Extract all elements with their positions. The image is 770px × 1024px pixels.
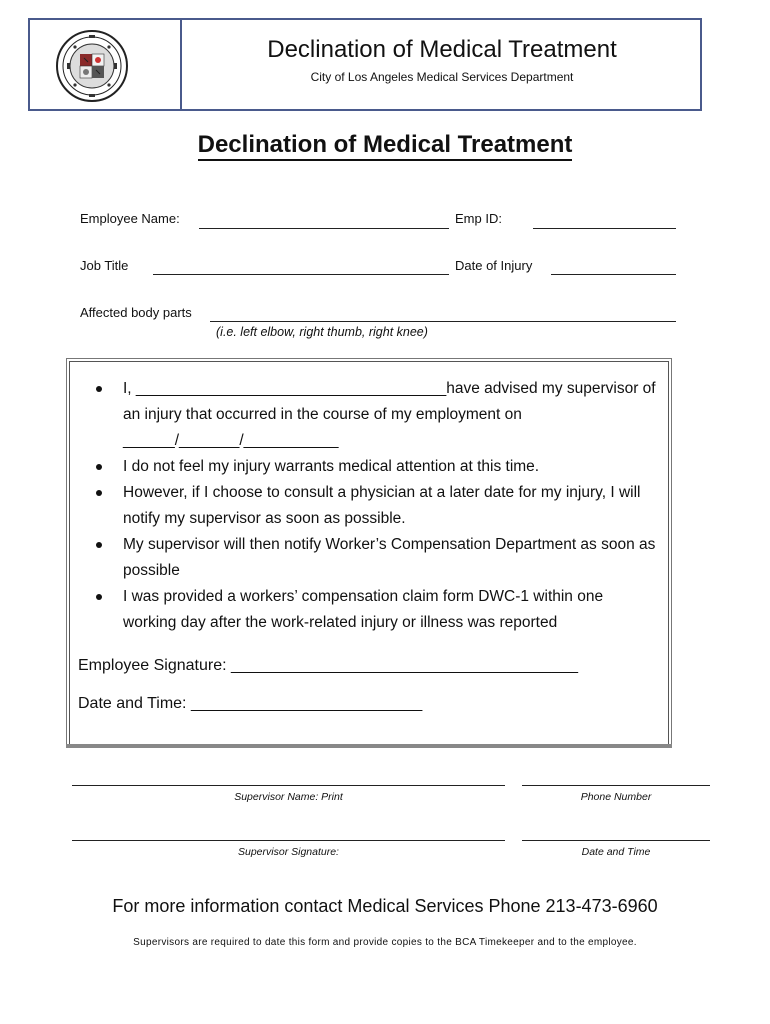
employee-name-label: Employee Name: — [80, 211, 180, 226]
job-title-label: Job Title — [80, 258, 129, 273]
supervisor-date-time-caption: Date and Time — [581, 846, 651, 858]
declaration-list — [96, 376, 656, 636]
bullet-icon — [96, 386, 102, 392]
supervisor-name-caption: Supervisor Name: Print — [234, 791, 343, 803]
date-and-time-field[interactable]: Date and Time: __________________________ — [78, 695, 423, 712]
emp-id-label: Emp ID: — [455, 211, 502, 226]
declaration-item: However, if I choose to consult a physician at a later date for my injury, I will notify my supervisor as soon as possible. — [96, 480, 656, 532]
declaration-item: I, ____________________________________have advised my supervisor of an injury that occurred in the course of my employment on ______/_______/___________ — [96, 376, 656, 454]
employee-signature-field[interactable]: Employee Signature: _______________________________________ — [78, 657, 579, 674]
date-of-injury-field[interactable] — [551, 274, 676, 275]
header-title: Declination of Medical Treatment — [267, 36, 617, 63]
supervisor-signature-field[interactable] — [72, 840, 505, 841]
footer-note: Supervisors are required to date this form and provide copies to the BCA Timekeeper and to the employee. — [133, 937, 637, 948]
phone-number-caption: Phone Number — [580, 791, 652, 803]
header-subtitle: City of Los Angeles Medical Services Department — [310, 70, 574, 84]
date-of-injury-label: Date of Injury — [455, 258, 533, 273]
emp-id-field[interactable] — [533, 228, 676, 229]
form-title: Declination of Medical Treatment — [0, 131, 770, 159]
header-divider — [180, 20, 182, 109]
bullet-icon — [96, 594, 102, 600]
declaration-item: My supervisor will then notify Worker’s Compensation Department as soon as possible — [96, 532, 656, 584]
affected-body-parts-field[interactable] — [210, 321, 676, 322]
supervisor-name-field[interactable] — [72, 785, 505, 786]
employee-name-field[interactable] — [199, 228, 449, 229]
declaration-item: I was provided a workers’ compensation claim form DWC-1 within one working day after the work-related injury or illness was reported — [96, 584, 656, 636]
city-seal-icon — [56, 30, 128, 102]
supervisor-signature-caption: Supervisor Signature: — [238, 846, 339, 858]
supervisor-date-time-field[interactable] — [522, 840, 710, 841]
declaration-item: I do not feel my injury warrants medical attention at this time. — [96, 454, 656, 480]
declaration-box-shadow — [66, 744, 672, 748]
phone-number-field[interactable] — [522, 785, 710, 786]
footer-contact-info: For more information contact Medical Services Phone 213-473-6960 — [112, 896, 658, 916]
job-title-field[interactable] — [153, 274, 449, 275]
bullet-icon — [96, 464, 102, 470]
bullet-icon — [96, 542, 102, 548]
header-box — [28, 18, 702, 111]
body-parts-hint: (i.e. left elbow, right thumb, right knee) — [216, 325, 428, 339]
bullet-icon — [96, 490, 102, 496]
affected-body-parts-label: Affected body parts — [80, 305, 192, 320]
